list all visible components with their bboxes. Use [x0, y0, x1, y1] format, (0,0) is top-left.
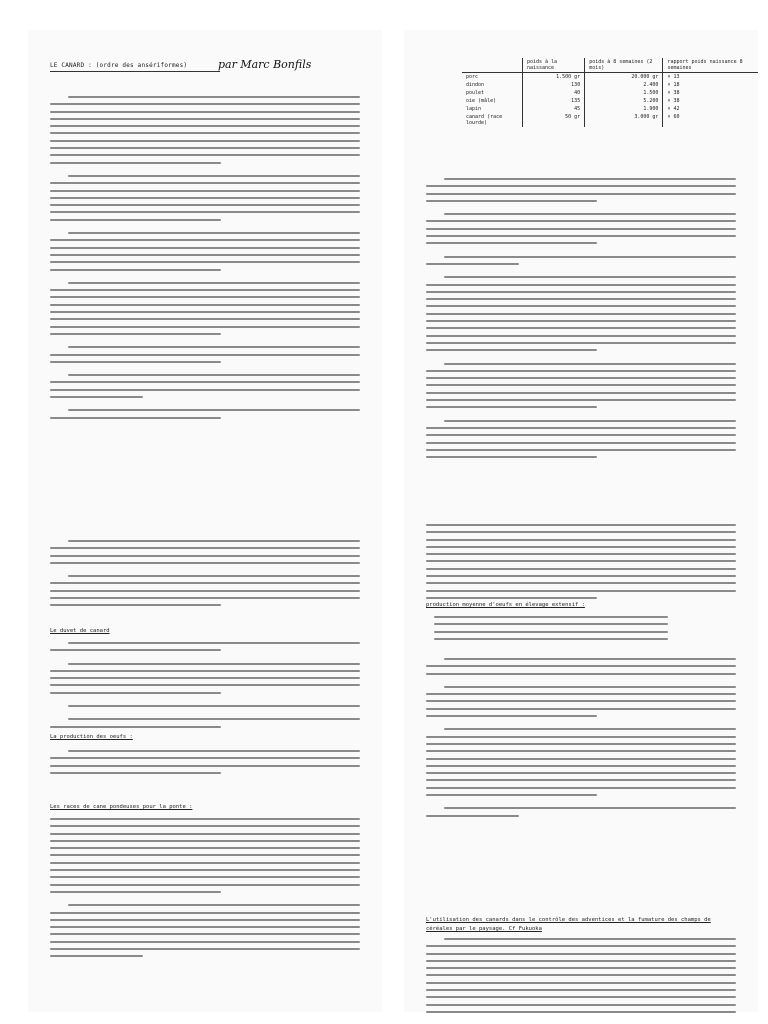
- section-heading-races: Les races de cane pondeuses pour la ponte :: [50, 804, 193, 810]
- body-text: [50, 750, 360, 779]
- body-text: [426, 658, 736, 822]
- body-text: [50, 96, 360, 424]
- body-text: [426, 938, 736, 1018]
- author-signature: par Marc Bonfils: [218, 58, 312, 71]
- body-text: [426, 178, 736, 463]
- table-row: dindon 130 2.400 × 18: [462, 81, 758, 89]
- body-text: [50, 818, 360, 963]
- section-heading-usage: L'utilisation des canards dans le contrôle des adventices et la fumature des champs de céréales par le paysage. Cf Fukuoka: [426, 917, 711, 932]
- section-heading-production: La production des oeufs :: [50, 734, 133, 740]
- section-heading-elevage: production moyenne d'oeufs en élevage extensif :: [426, 602, 585, 608]
- section-heading-duvet: Le duvet de canard: [50, 628, 110, 634]
- column-header: poids à 8 semaines (2 mois): [585, 58, 663, 73]
- table-row: oie (mâle) 135 5.200 × 38: [462, 97, 758, 105]
- table-row: canard (race lourde) 50 gr 3.000 gr × 60: [462, 113, 758, 127]
- document-page-1: [28, 30, 382, 522]
- table-row: porc 1.500 gr 20.000 gr × 13: [462, 73, 758, 82]
- weight-comparison-table: [462, 58, 758, 127]
- column-header: poids à la naissance: [522, 58, 584, 73]
- document-page-4: [404, 520, 758, 1012]
- body-text: [50, 540, 360, 612]
- body-text: [50, 642, 360, 733]
- table-row: lapin 45 1.900 × 42: [462, 105, 758, 113]
- document-page-3: [28, 520, 382, 1012]
- body-text: [426, 524, 736, 604]
- document-page-2: [404, 30, 758, 522]
- document-header: LE CANARD : (ordre des ansériformes): [50, 62, 188, 69]
- egg-production-table: [434, 616, 668, 645]
- column-header: rapport poids naissance 8 semaines: [663, 58, 758, 73]
- table-row: poulet 40 1.500 × 38: [462, 89, 758, 97]
- header-underline: [50, 71, 220, 72]
